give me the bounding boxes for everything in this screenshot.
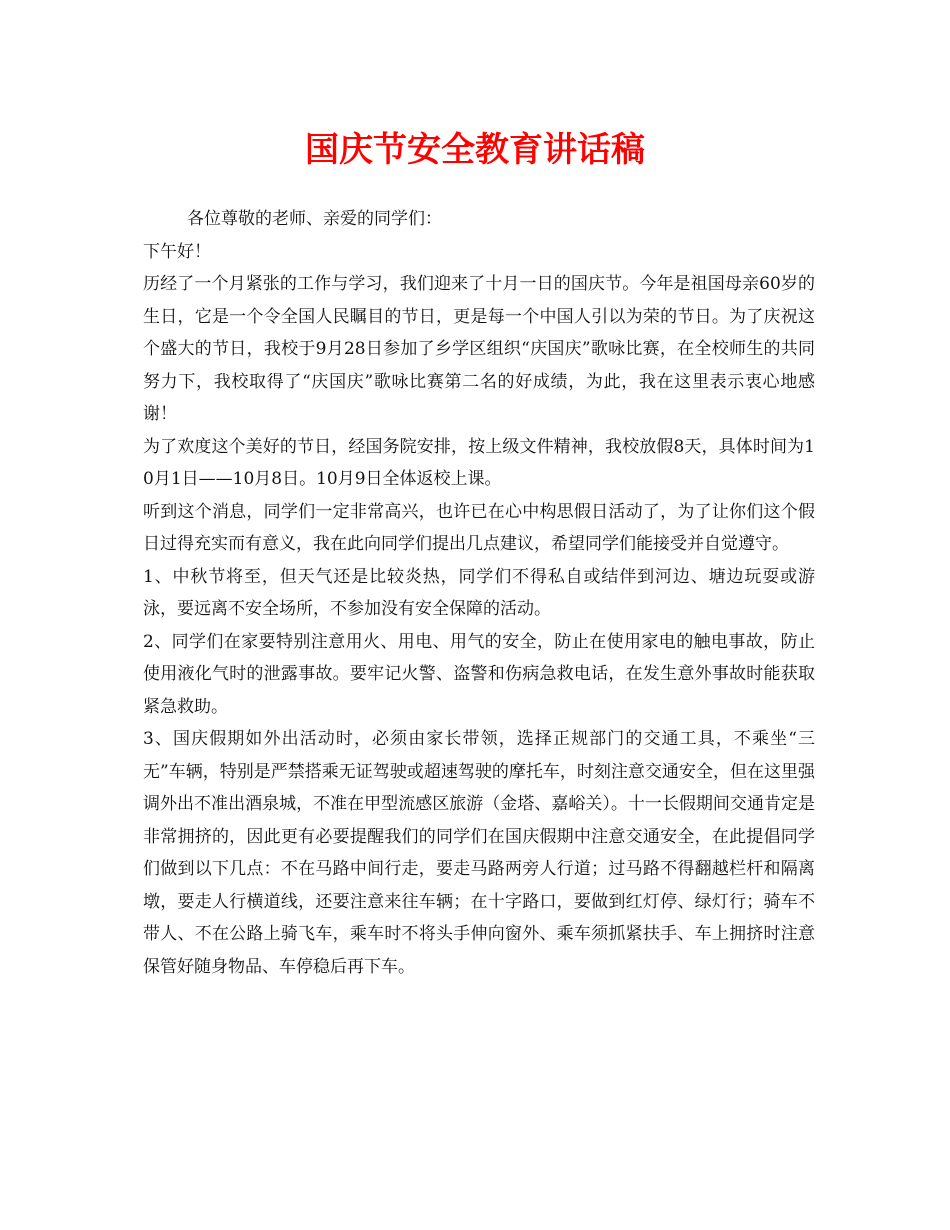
body-paragraph: 听到这个消息，同学们一定非常高兴，也许已在心中构思假日活动了，为了让你们这个假日过得充实而有意义，我在此向同学们提出几点建议，希望同学们能接受并自觉遵守。 (143, 501, 815, 554)
suggestion-item-1: 1、中秋节将至，但天气还是比较炎热，同学们不得私自或结伴到河边、塘边玩耍或游泳，要远离不安全场所，不参加没有安全保障的活动。 (143, 566, 815, 619)
suggestion-item-2: 2、同学们在家要特别注意用火、用电、用气的安全，防止在使用家电的触电事故，防止使用液化气时的泄露事故。要牢记火警、盗警和伤病急救电话，在发生意外事故时能获取紧急救助。 (143, 631, 815, 717)
document-body (143, 203, 815, 983)
greeting-paragraph: 下午好！ (143, 241, 211, 262)
suggestion-item-3: 3、国庆假期如外出活动时，必须由家长带领，选择正规部门的交通工具，不乘坐“三无”车辆，特别是严禁搭乘无证驾驶或超速驾驶的摩托车，时刻注意交通安全，但在这里强调外出不准出酒泉城，不准在甲型流感区旅游（金塔、嘉峪关）。十一长假期间交通肯定是非常拥挤的，因此更有必要提醒我们的同学们在国庆假期中注意交通安全，在此提倡同学们做到以下几点：不在马路中间行走，要走马路两旁人行道；过马路不得翻越栏杆和隔离墩，要走人行横道线，还要注意来往车辆；在十字路口，要做到红灯停、绿灯行；骑车不带人、不在公路上骑飞车，乘车时不将头手伸向窗外、乘车须抓紧扶手、车上拥挤时注意保管好随身物品、车停稳后再下车。 (143, 729, 815, 977)
body-paragraph: 为了欢度这个美好的节日，经国务院安排，按上级文件精神，我校放假8天，具体时间为10月1日——10月8日。10月9日全体返校上课。 (143, 436, 815, 489)
document-title: 国庆节安全教育讲话稿 (305, 130, 645, 170)
body-paragraph: 历经了一个月紧张的工作与学习，我们迎来了十月一日的国庆节。今年是祖国母亲60岁的生日，它是一个令全国人民瞩目的节日，更是每一个中国人引以为荣的节日。为了庆祝这个盛大的节日，我校于9月28日参加了乡学区组织“庆国庆”歌咏比赛，在全校师生的共同努力下，我校取得了“庆国庆”歌咏比赛第二名的好成绩，为此，我在这里表示衷心地感谢！ (143, 274, 815, 424)
salutation-paragraph: 各位尊敬的老师、亲爱的同学们： (187, 209, 442, 229)
